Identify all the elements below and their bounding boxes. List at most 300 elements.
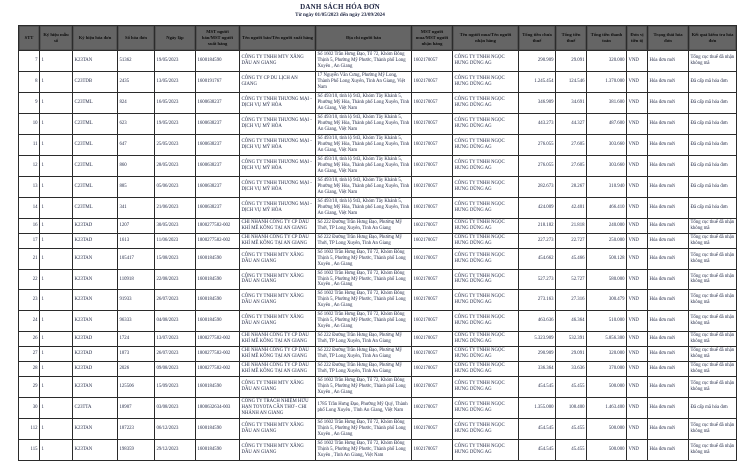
cell: Hóa đơn mới	[648, 233, 689, 248]
cell: CÔNG TY TNHH NGỌC HƯNG DŨNG AG	[453, 290, 519, 311]
table-row	[19, 398, 737, 419]
table-row	[19, 269, 737, 290]
cell: 04/08/2023	[155, 311, 196, 332]
cell: CÔNG TY TNHH NGỌC HƯNG DŨNG AG	[453, 155, 519, 176]
cell: K23TAD	[73, 218, 118, 233]
cell: 115	[19, 440, 40, 461]
cell: 1600638237	[196, 113, 240, 134]
cell: 1	[40, 398, 73, 419]
table-row	[19, 290, 737, 311]
cell: VND	[627, 197, 648, 218]
cell: 27.605	[556, 134, 587, 155]
table-row	[19, 362, 737, 377]
cell: 19/05/2023	[155, 113, 196, 134]
cell: CHI NHÁNH CÔNG TY CP DẦU KHÍ MÊ KÔNG TẠI AN GIANG	[240, 218, 316, 233]
cell: CÔNG TY TNHH NGỌC HƯNG DŨNG AG	[453, 332, 519, 347]
cell: 2026	[118, 362, 155, 377]
cell: 1207	[118, 218, 155, 233]
cell: Số 222 Đường Trần Hưng Đạo, Phường Mỹ Thới, TP Long Xuyên, Tỉnh An Giang	[316, 218, 412, 233]
report-date-range: Từ ngày 01/05/2023 đến ngày 23/09/2024	[295, 12, 385, 18]
cell: 1602170057	[412, 440, 453, 461]
cell: 25/05/2023	[155, 134, 196, 155]
cell: Hóa đơn mới	[648, 311, 689, 332]
cell: 44.327	[556, 113, 587, 134]
cell: K23TAN	[73, 290, 118, 311]
cell: Số 1602 Trần Hưng Đạo, Tổ 72, Khóm Đông Thịnh 5, Phường Mỹ Phước, Thành phố Long Xuyên , An Giang	[316, 269, 412, 290]
cell: 28/05/2023	[155, 155, 196, 176]
cell: CÔNG TY TNHH THƯƠNG MẠI - DỊCH VỤ MỸ HÒA	[240, 113, 316, 134]
cell: 46.364	[556, 311, 587, 332]
cell: 22.727	[556, 233, 587, 248]
cell: 310.940	[587, 176, 627, 197]
cell: 96333	[118, 311, 155, 332]
cell: 1	[40, 155, 73, 176]
cell: Tổng cục thuế đã nhận không mã	[689, 332, 737, 347]
column-header: Ký hiệu mẫu số	[40, 26, 73, 51]
cell: Hóa đơn mới	[648, 440, 689, 461]
cell: Hóa đơn mới	[648, 419, 689, 440]
cell: 5.323.909	[519, 332, 556, 347]
invoice-table-header	[19, 26, 737, 51]
cell: 218.182	[519, 218, 556, 233]
cell: 11	[19, 134, 40, 155]
cell: 1	[40, 362, 73, 377]
cell: CÔNG TY TNHH NGỌC HƯNG DŨNG AG	[453, 218, 519, 233]
cell: K23TAN	[73, 311, 118, 332]
cell: 1602170057	[412, 332, 453, 347]
cell: 1602170057	[412, 269, 453, 290]
invoice-table	[18, 25, 737, 461]
cell: 487.600	[587, 113, 627, 134]
cell: 1602170057	[412, 176, 453, 197]
table-row	[19, 134, 737, 155]
cell: 1600638237	[196, 92, 240, 113]
cell: 276.055	[519, 155, 556, 176]
cell: 187223	[118, 419, 155, 440]
cell: 510.000	[587, 311, 627, 332]
cell: 303.660	[587, 155, 627, 176]
cell: 1600184590	[196, 248, 240, 269]
cell: 1613	[118, 233, 155, 248]
cell: 1602170057	[412, 233, 453, 248]
cell: 17	[19, 233, 40, 248]
column-header: Tổng tiền chưa thuế	[519, 26, 556, 51]
cell: 45.455	[556, 377, 587, 398]
cell: K23TAD	[73, 347, 118, 362]
cell: 24	[19, 311, 40, 332]
cell: CÔNG TY TNHH THƯƠNG MẠI - DỊCH VỤ MỸ HÒA	[240, 92, 316, 113]
cell: 1602170057	[412, 113, 453, 134]
cell: VND	[627, 419, 648, 440]
cell: 346.909	[519, 92, 556, 113]
cell: 282.673	[519, 176, 556, 197]
cell: 341	[118, 197, 155, 218]
table-row	[19, 377, 737, 398]
cell: VND	[627, 377, 648, 398]
cell: VND	[627, 332, 648, 347]
cell: K23TAN	[73, 51, 118, 72]
cell: 21/06/2023	[155, 197, 196, 218]
cell: Số 1602 Trần Hưng Đạo, Tổ 72, Khóm Đông Thịnh 5, Phường Mỹ Phước, Thành phố Long Xuyên , An Giang	[316, 311, 412, 332]
cell: 1602170057	[412, 51, 453, 72]
cell: 885	[118, 176, 155, 197]
cell: 240.000	[587, 218, 627, 233]
cell: 26/07/2023	[155, 347, 196, 362]
cell: 424.009	[519, 197, 556, 218]
cell: 1602170057	[412, 347, 453, 362]
cell: 45.466	[556, 248, 587, 269]
cell: 22	[19, 269, 40, 290]
cell: Số 222 Đường Trần Hưng Đạo, Phường Mỹ Thới, TP Long Xuyên, Tỉnh An Giang	[316, 332, 412, 347]
cell: 125506	[118, 377, 155, 398]
column-header: Tổng tiền thanh toán	[587, 26, 627, 51]
cell: 33.636	[556, 362, 587, 377]
cell: Hóa đơn mới	[648, 269, 689, 290]
cell: 13/05/2023	[155, 71, 196, 92]
cell: 1	[40, 71, 73, 92]
cell: 05/06/2023	[155, 176, 196, 197]
cell: 276.055	[519, 134, 556, 155]
cell: VND	[627, 51, 648, 72]
table-row	[19, 197, 737, 218]
cell: 2435	[118, 71, 155, 92]
cell: 320.000	[587, 51, 627, 72]
cell: 30/05/2023	[155, 218, 196, 233]
cell: 1600184590	[196, 419, 240, 440]
cell: 1600184590	[196, 311, 240, 332]
cell: Hóa đơn mới	[648, 332, 689, 347]
cell: VND	[627, 233, 648, 248]
cell: Hóa đơn mới	[648, 362, 689, 377]
table-row	[19, 440, 737, 461]
cell: 1	[40, 92, 73, 113]
cell: Đã cấp mã hóa đơn	[689, 71, 737, 92]
cell: CÔNG TY TNHH NGỌC HƯNG DŨNG AG	[453, 71, 519, 92]
table-row	[19, 51, 737, 72]
cell: Số 222 Đường Trần Hưng Đạo, Phường Mỹ Thới, TP Long Xuyên, Tỉnh An Giang	[316, 347, 412, 362]
cell: C23TML	[73, 92, 118, 113]
cell: 500.000	[587, 377, 627, 398]
cell: CÔNG TY TNHH MTV XĂNG DẦU AN GIANG	[240, 290, 316, 311]
cell: 500.000	[587, 440, 627, 461]
cell: 1.355.000	[519, 398, 556, 419]
cell: 1	[40, 419, 73, 440]
cell: 860	[118, 155, 155, 176]
cell: 42.401	[556, 197, 587, 218]
cell: 30	[19, 398, 40, 419]
column-header: Ngày lập	[155, 26, 196, 51]
cell: Số 222 Đường Trần Hưng Đạo, Phường Mỹ Thới, TP Long Xuyên, Tỉnh An Giang	[316, 362, 412, 377]
cell: 1600184590	[196, 51, 240, 72]
cell: Số 1602 Trần Hưng Đạo, Tổ 72, Khóm Đông Thịnh 5, Phường Mỹ Phước, Thành phố Long Xuyên , An Giang	[316, 377, 412, 398]
cell: K23TAD	[73, 233, 118, 248]
column-header: Kết quả kiểm tra hóa đơn	[689, 26, 737, 51]
cell: 28	[19, 362, 40, 377]
cell: 527.273	[519, 269, 556, 290]
cell: 1602170057	[412, 197, 453, 218]
cell: 1	[40, 134, 73, 155]
cell: Đã cấp mã hóa đơn	[689, 113, 737, 134]
cell: 1	[40, 269, 73, 290]
cell: CÔNG TY TNHH THƯƠNG MẠI - DỊCH VỤ MỸ HÒA	[240, 176, 316, 197]
cell: CÔNG TY TNHH MTV XĂNG DẦU AN GIANG	[240, 311, 316, 332]
cell: 09/08/2023	[155, 362, 196, 377]
cell: Hóa đơn mới	[648, 398, 689, 419]
cell: 1602170057	[412, 218, 453, 233]
cell: Tổng cục thuế đã nhận không mã	[689, 440, 737, 461]
cell: 1600184590	[196, 377, 240, 398]
cell: VND	[627, 290, 648, 311]
cell: CÔNG TY TNHH MTV XĂNG DẦU AN GIANG	[240, 51, 316, 72]
cell: VND	[627, 440, 648, 461]
cell: CÔNG TY TNHH NGỌC HƯNG DŨNG AG	[453, 362, 519, 377]
cell: 15/08/2023	[155, 248, 196, 269]
cell: VND	[627, 218, 648, 233]
cell: Số 1602 Trần Hưng Đạo, Tổ 72, Khóm Đông Thịnh 5, Phường Mỹ Phước, Thành phố Long Xuyên , An Giang	[316, 419, 412, 440]
cell: 28.267	[556, 176, 587, 197]
cell: 1	[40, 113, 73, 134]
cell: CÔNG TY TNHH NGỌC HƯNG DŨNG AG	[453, 134, 519, 155]
cell: 112	[19, 419, 40, 440]
cell: 1800277582-002	[196, 362, 240, 377]
cell: CÔNG TY TNHH NGỌC HƯNG DŨNG AG	[453, 113, 519, 134]
cell: 8	[19, 71, 40, 92]
cell: 454.545	[519, 419, 556, 440]
cell: VND	[627, 311, 648, 332]
cell: Tổng cục thuế đã nhận không mã	[689, 51, 737, 72]
cell: Số 1602 Trần Hưng Đạo, Tổ 72, Khóm Đông Thịnh 5, Phường Mỹ Phước, Thành phố Long Xuyên , Tỉnh An Giang, Việt Nam	[316, 440, 412, 461]
cell: 273.163	[519, 290, 556, 311]
cell: VND	[627, 362, 648, 377]
cell: 466.410	[587, 197, 627, 218]
column-header: Tên người bán/Tên người xuất hàng	[240, 26, 316, 51]
table-row	[19, 218, 737, 233]
cell: Tổng cục thuế đã nhận không mã	[689, 218, 737, 233]
cell: Tổng cục thuế đã nhận không mã	[689, 311, 737, 332]
cell: VND	[627, 92, 648, 113]
cell: Số 493/10, tỉnh lộ 943, Khóm Tây Khánh 5, Phường Mỹ Hòa, Thành phố Long Xuyên, Tỉnh An Giang, Việt Nam	[316, 134, 412, 155]
table-row	[19, 176, 737, 197]
cell: 463.636	[519, 311, 556, 332]
cell: K23TAN	[73, 377, 118, 398]
cell: 1600184590	[196, 440, 240, 461]
cell: VND	[627, 269, 648, 290]
cell: 9	[19, 92, 40, 113]
cell: 03/08/2023	[155, 398, 196, 419]
cell: 13/07/2023	[155, 332, 196, 347]
cell: Hóa đơn mới	[648, 377, 689, 398]
cell: 290.909	[519, 51, 556, 72]
cell: 5.856.300	[587, 332, 627, 347]
column-header: Trạng thái hóa đơn	[648, 26, 689, 51]
cell: VND	[627, 176, 648, 197]
cell: C23TTA	[73, 398, 118, 419]
cell: K23TAN	[73, 269, 118, 290]
cell: Đã cấp mã hóa đơn	[689, 197, 737, 218]
cell: CHI NHÁNH CÔNG TY CP DẦU KHÍ MÊ KÔNG TẠI AN GIANG	[240, 332, 316, 347]
cell: 29	[19, 377, 40, 398]
cell: 824	[118, 92, 155, 113]
cell: Đã cấp mã hóa đơn	[689, 92, 737, 113]
cell: Đã cấp mã hóa đơn	[689, 398, 737, 419]
cell: 1	[40, 377, 73, 398]
cell: 27.605	[556, 155, 587, 176]
cell: 290.909	[519, 347, 556, 362]
cell: 1602170057	[412, 419, 453, 440]
cell: 1602170057	[412, 290, 453, 311]
cell: 1	[40, 233, 73, 248]
cell: 1.370.000	[587, 71, 627, 92]
cell: 1600638237	[196, 155, 240, 176]
cell: 454.545	[519, 377, 556, 398]
cell: 1600184590	[196, 269, 240, 290]
cell: 1602170057	[412, 134, 453, 155]
cell: 7	[19, 51, 40, 72]
cell: 29.091	[556, 51, 587, 72]
cell: K23TAD	[73, 362, 118, 377]
column-header: MST người mua/MST người nhận hàng	[412, 26, 453, 51]
cell: 381.600	[587, 92, 627, 113]
cell: CÔNG TY TNHH MTV XĂNG DẦU AN GIANG	[240, 248, 316, 269]
cell: 16/05/2023	[155, 92, 196, 113]
cell: 1602170057	[412, 71, 453, 92]
table-row	[19, 347, 737, 362]
cell: 14	[19, 197, 40, 218]
cell: 1	[40, 332, 73, 347]
cell: Hóa đơn mới	[648, 347, 689, 362]
cell: 1	[40, 218, 73, 233]
cell: Hóa đơn mới	[648, 113, 689, 134]
cell: 1	[40, 176, 73, 197]
cell: CÔNG TY TNHH NGỌC HƯNG DŨNG AG	[453, 51, 519, 72]
cell: 10	[19, 113, 40, 134]
cell: 1	[40, 311, 73, 332]
cell: VND	[627, 155, 648, 176]
cell: CÔNG TY TNHH MTV XĂNG DẦU AN GIANG	[240, 377, 316, 398]
cell: 1600638237	[196, 134, 240, 155]
report-title: DANH SÁCH HÓA ĐƠN	[300, 3, 380, 11]
cell: 320.000	[587, 347, 627, 362]
cell: 1600184590	[196, 290, 240, 311]
cell: 1602170057	[412, 92, 453, 113]
table-row	[19, 233, 737, 248]
cell: Hóa đơn mới	[648, 248, 689, 269]
cell: CÔNG TY TNHH NGỌC HƯNG DŨNG AG	[453, 92, 519, 113]
cell: 16	[19, 218, 40, 233]
column-header: Tên người mua/Tên người nhận hàng	[453, 26, 519, 51]
cell: Hóa đơn mới	[648, 218, 689, 233]
cell: 29.091	[556, 347, 587, 362]
cell: Tổng cục thuế đã nhận không mã	[689, 362, 737, 377]
cell: 1600191767	[196, 71, 240, 92]
column-header: STT	[19, 26, 40, 51]
cell: 1	[40, 197, 73, 218]
cell: Hóa đơn mới	[648, 71, 689, 92]
cell: Hóa đơn mới	[648, 134, 689, 155]
cell: Tổng cục thuế đã nhận không mã	[689, 419, 737, 440]
table-row	[19, 311, 737, 332]
cell: VND	[627, 248, 648, 269]
cell: 45.455	[556, 440, 587, 461]
cell: 12	[19, 155, 40, 176]
column-header: Số hóa đơn	[118, 26, 155, 51]
cell: Số 222 Đường Trần Hưng Đạo, Phường Mỹ Thới, TP Long Xuyên, Tỉnh An Giang	[316, 233, 412, 248]
cell: 443.273	[519, 113, 556, 134]
cell: Tổng cục thuế đã nhận không mã	[689, 290, 737, 311]
cell: 110918	[118, 269, 155, 290]
cell: 500.128	[587, 248, 627, 269]
cell: 1602170057	[412, 398, 453, 419]
cell: CÔNG TY TNHH THƯƠNG MẠI - DỊCH VỤ MỸ HÒA	[240, 197, 316, 218]
column-header: MST người bán/MST người xuất hàng	[196, 26, 240, 51]
cell: 91933	[118, 290, 155, 311]
table-row	[19, 92, 737, 113]
cell: CÔNG TY TNHH NGỌC HƯNG DŨNG AG	[453, 440, 519, 461]
cell: 1	[40, 290, 73, 311]
cell: 1.463.400	[587, 398, 627, 419]
cell: CÔNG TY CP DU LỊCH AN GIANG	[240, 71, 316, 92]
cell: 1800277582-002	[196, 347, 240, 362]
column-header: Tổng tiền thuế	[556, 26, 587, 51]
cell: 52.727	[556, 269, 587, 290]
cell: CHI NHÁNH CÔNG TY CP DẦU KHÍ MÊ KÔNG TẠI AN GIANG	[240, 233, 316, 248]
cell: K23TAN	[73, 440, 118, 461]
cell: CHI NHÁNH CÔNG TY CP DẦU KHÍ MÊ KÔNG TẠI AN GIANG	[240, 362, 316, 377]
cell: 1	[40, 51, 73, 72]
cell: 27.316	[556, 290, 587, 311]
header-row	[19, 26, 737, 51]
cell: Số 493/10, tỉnh lộ 943, Khóm Tây Khánh 5, Phường Mỹ Hòa, Thành phố Long Xuyên, Tỉnh An Giang, Việt Nam	[316, 113, 412, 134]
cell: 18907	[118, 398, 155, 419]
cell: 1800277582-002	[196, 233, 240, 248]
cell: Số 493/10, tỉnh lộ 943, Khóm Tây Khánh 5, Phường Mỹ Hòa, Thành phố Long Xuyên, Tỉnh An Giang, Việt Nam	[316, 92, 412, 113]
cell: 303.660	[587, 134, 627, 155]
cell: 26/07/2023	[155, 290, 196, 311]
cell: 1602170057	[412, 362, 453, 377]
cell: Hóa đơn mới	[648, 92, 689, 113]
cell: C23TML	[73, 197, 118, 218]
cell: 1600638237	[196, 197, 240, 218]
cell: Tổng cục thuế đã nhận không mã	[689, 377, 737, 398]
cell: Đã cấp mã hóa đơn	[689, 176, 737, 197]
cell: 19/05/2023	[155, 51, 196, 72]
cell: Số 1602 Trần Hưng Đạo, Tổ 72, Khóm Đông Thịnh 5, Phường Mỹ Phước, Thành phố Long Xuyên , An Giang	[316, 248, 412, 269]
table-row	[19, 332, 737, 347]
cell: Số 493/10, tỉnh lộ 943, Khóm Tây Khánh 5, Phường Mỹ Hòa, Thành phố Long Xuyên, Tỉnh An Giang, Việt Nam	[316, 197, 412, 218]
cell: CÔNG TY TNHH THƯƠNG MẠI - DỊCH VỤ MỸ HÒA	[240, 155, 316, 176]
cell: Số 493/10, tỉnh lộ 943, Khóm Tây Khánh 5, Phường Mỹ Hòa, Thành phố Long Xuyên, Tỉnh An Giang, Việt Nam	[316, 155, 412, 176]
cell: 13	[19, 176, 40, 197]
cell: CÔNG TY TNHH NGỌC HƯNG DŨNG AG	[453, 248, 519, 269]
cell: 124.546	[556, 71, 587, 92]
cell: CÔNG TY TNHH MTV XĂNG DẦU AN GIANG	[240, 440, 316, 461]
table-row	[19, 155, 737, 176]
cell: 23	[19, 290, 40, 311]
cell: 29/12/2023	[155, 440, 196, 461]
cell: 1724	[118, 332, 155, 347]
cell: 27	[19, 347, 40, 362]
column-header: Đơn vị tiền tệ	[627, 26, 648, 51]
cell: 17 Nguyễn Văn Cưng, Phường Mỹ Long, Thành Phố Long Xuyên, Tỉnh An Giang, Việt Nam	[316, 71, 412, 92]
cell: 26	[19, 332, 40, 347]
cell: 45.455	[556, 419, 587, 440]
cell: 336.364	[519, 362, 556, 377]
cell: Hóa đơn mới	[648, 290, 689, 311]
cell: 580.000	[587, 269, 627, 290]
cell: 227.273	[519, 233, 556, 248]
cell: VND	[627, 71, 648, 92]
cell: C23TDB	[73, 71, 118, 92]
